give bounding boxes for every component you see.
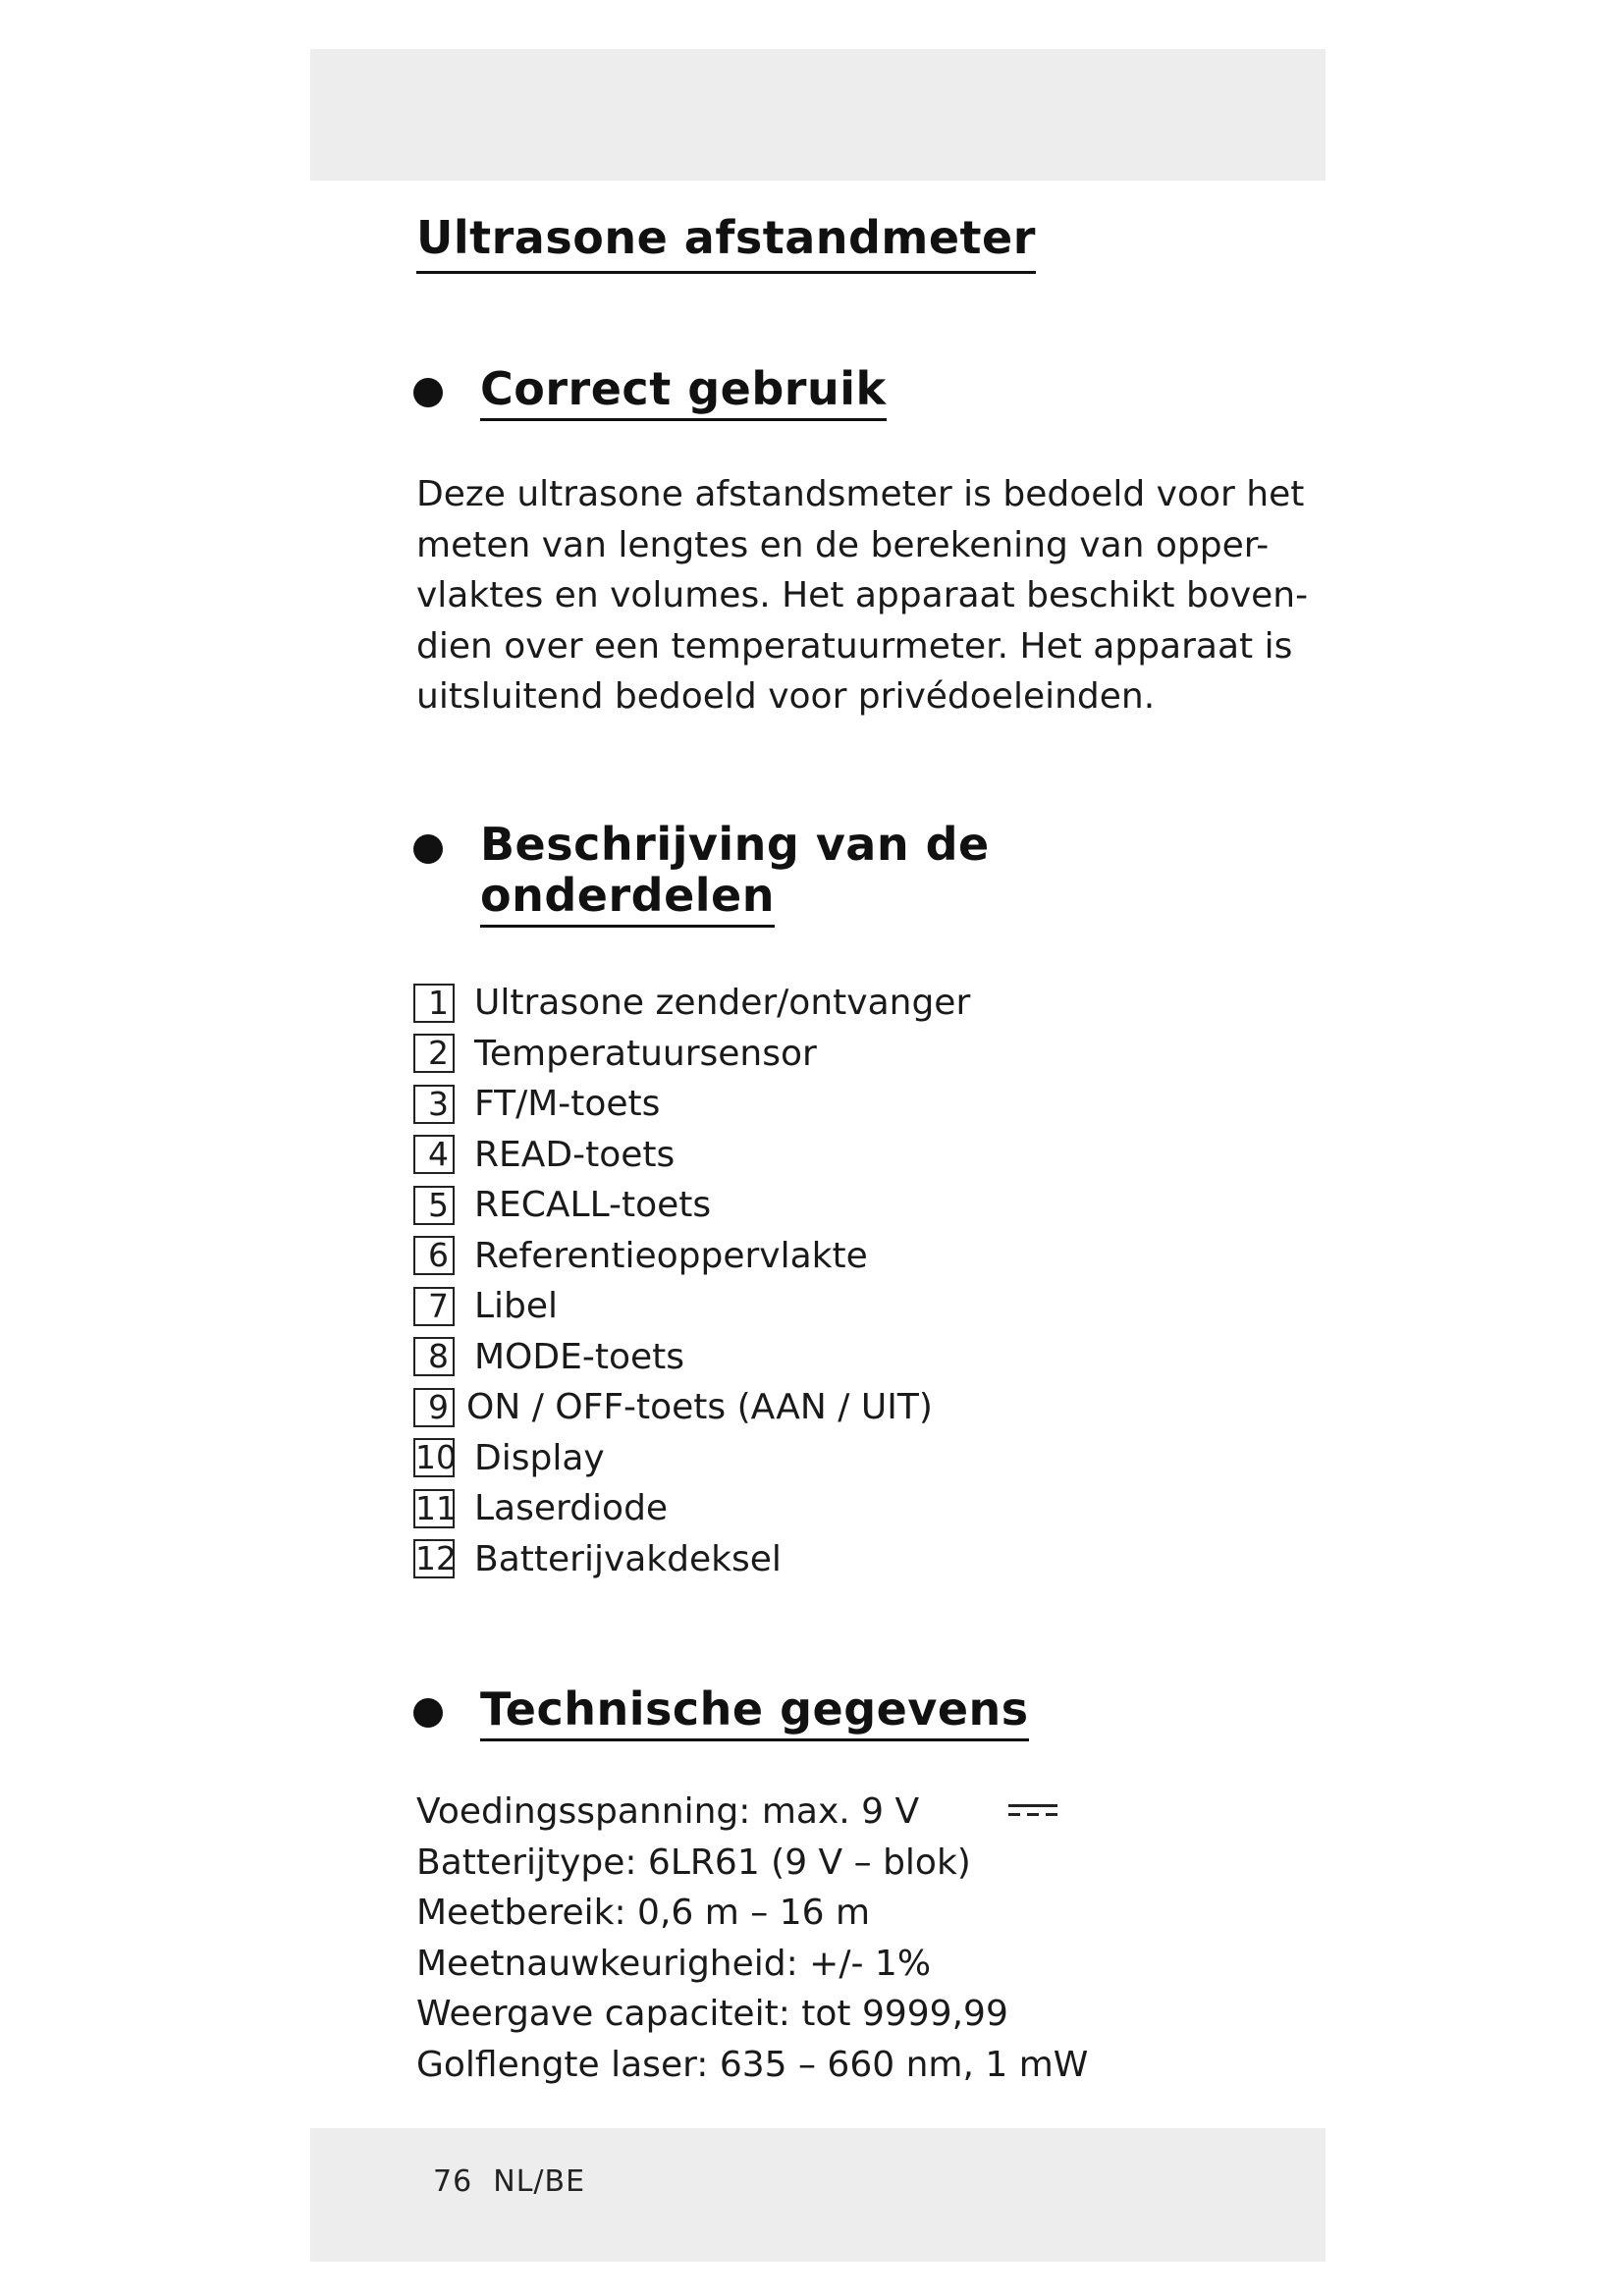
- specs-list: [416, 1787, 1088, 2091]
- part-label: FT/M-toets: [474, 1084, 661, 1125]
- paragraph-line: uitsluitend bedoeld voor privédoeleinden.: [416, 676, 1156, 718]
- part-number: 4: [413, 1135, 455, 1174]
- spec-line: Weergave capaciteit: tot 9999,99: [416, 1994, 1008, 2035]
- part-label: Laserdiode: [474, 1488, 669, 1529]
- paragraph-line: dien over een temperatuurmeter. Het apparaat is: [416, 625, 1293, 667]
- spec-line: Batterijtype: 6LR61 (9 V – blok): [416, 1842, 971, 1883]
- part-label: ON / OFF-toets (AAN / UIT): [466, 1387, 933, 1428]
- part-label: Ultrasone zender/ontvanger: [474, 983, 971, 1024]
- bullet-icon: [413, 378, 443, 407]
- correct-use-paragraph: [416, 469, 1309, 722]
- list-item: [413, 1281, 970, 1332]
- part-number: 1: [413, 984, 455, 1023]
- part-number: 9: [413, 1388, 455, 1427]
- part-label: Libel: [474, 1286, 559, 1327]
- spec-line: Meetbereik: 0,6 m – 16 m: [416, 1893, 871, 1934]
- paragraph-line: meten van lengtes en de berekening van opper-: [416, 524, 1270, 565]
- spec-line: Meetnauwkeurigheid: +/- 1%: [416, 1943, 932, 1984]
- list-item: [413, 1079, 970, 1130]
- direct-current-icon: [1008, 1804, 1057, 1818]
- list-item: [413, 1130, 970, 1181]
- header-band: [310, 49, 1326, 181]
- section-title-parts-line1: Beschrijving van de: [480, 818, 990, 871]
- paragraph-line: vlaktes en volumes. Het apparaat beschikt boven-: [416, 575, 1309, 616]
- part-number: 8: [413, 1337, 455, 1376]
- part-number: 5: [413, 1186, 455, 1225]
- locale-label: NL/BE: [493, 2164, 586, 2199]
- spec-line: Golflengte laser: 635 – 660 nm, 1 mW: [416, 2044, 1089, 2085]
- spec-line: Voedingsspanning: max. 9 V: [416, 1791, 920, 1832]
- part-number: 3: [413, 1085, 455, 1124]
- part-label: Referentieoppervlakte: [474, 1235, 868, 1276]
- section-title-parts-line2: onderdelen: [480, 870, 775, 928]
- part-number: 6: [413, 1236, 455, 1275]
- part-label: Batterijvakdeksel: [474, 1538, 782, 1579]
- list-item: [413, 1534, 970, 1585]
- footer: [433, 2164, 585, 2199]
- list-item: [413, 1483, 970, 1534]
- part-number: 2: [413, 1034, 455, 1073]
- part-label: MODE-toets: [474, 1336, 685, 1377]
- section-title-correct-use: Correct gebruik: [480, 363, 887, 421]
- list-item: [413, 1332, 970, 1383]
- list-item: [413, 978, 970, 1029]
- list-item: [413, 1433, 970, 1484]
- part-number: 10: [415, 1438, 457, 1477]
- part-label: Temperatuursensor: [474, 1033, 817, 1074]
- part-label: READ-toets: [474, 1134, 676, 1175]
- section-title-specs: Technische gegevens: [480, 1683, 1029, 1741]
- parts-list: [413, 978, 970, 1584]
- list-item: [413, 1231, 970, 1282]
- list-item: [413, 1029, 970, 1080]
- part-label: Display: [474, 1437, 605, 1478]
- bullet-icon: [413, 1698, 443, 1728]
- part-number: 11: [415, 1488, 457, 1527]
- part-number: 12: [415, 1539, 457, 1578]
- page-title: Ultrasone afstandmeter: [416, 208, 1036, 274]
- list-item: [413, 1382, 970, 1433]
- bullet-icon: [413, 834, 443, 864]
- paragraph-line: Deze ultrasone afstandsmeter is bedoeld voor het: [416, 474, 1305, 514]
- list-item: [413, 1180, 970, 1231]
- part-label: RECALL-toets: [474, 1185, 712, 1226]
- page-number: 76: [433, 2164, 473, 2199]
- part-number: 7: [413, 1287, 455, 1326]
